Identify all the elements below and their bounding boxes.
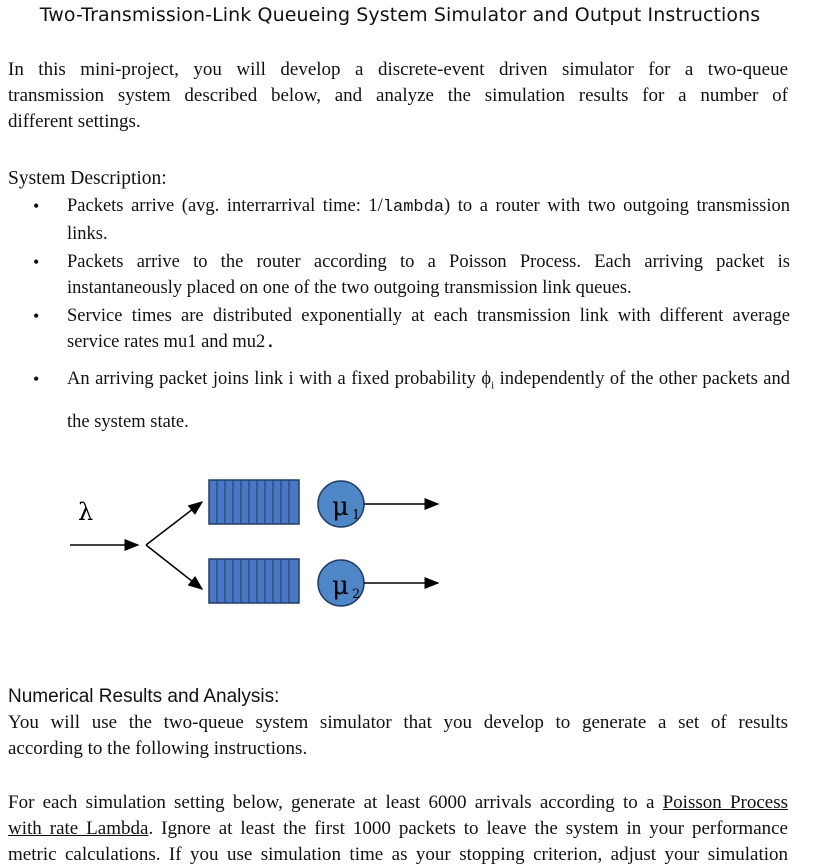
intro-line-1: In this mini-project, you will develop a discrete-event driven simulator for a two-queue xyxy=(8,59,788,80)
bullet-icon: • xyxy=(33,196,40,216)
server-2-subscript: 2 xyxy=(352,587,361,602)
bullet-icon: • xyxy=(33,306,40,326)
phi-subscript: i xyxy=(491,379,495,392)
bullet-icon: • xyxy=(33,252,40,272)
bullet-icon: • xyxy=(33,369,40,389)
instructions-line-1: For each simulation setting below, generate at least 6000 arrivals according to a Poisson Process xyxy=(8,792,788,813)
poisson-process-link[interactable]: Poisson Process xyxy=(662,792,788,813)
server-1 xyxy=(318,481,364,527)
server-2-mu: μ xyxy=(332,571,349,601)
instructions-line-3: metric calculations. If you use simulation time as your stopping criterion, adjust your simulation xyxy=(8,844,788,865)
instructions-paragraph xyxy=(8,790,788,868)
queue-2-buffer xyxy=(209,559,299,603)
server-1-mu: μ xyxy=(332,492,349,522)
server-1-subscript: 1 xyxy=(352,508,361,523)
system-description-heading: System Description: xyxy=(8,168,167,189)
intro-line-2: transmission system described below, and analyze the simulation results for a number of xyxy=(8,85,788,106)
list-item: • Packets arrive to the router according to a Poisson Process. Each arriving packet is instantaneously placed on one of the two outgoing transmission link queues. xyxy=(0,249,790,301)
system-description-list xyxy=(0,193,790,440)
list-item: • Service times are distributed exponentially at each transmission link with different average service rates mu1 and mu2. xyxy=(0,303,790,357)
queue-system-diagram xyxy=(0,460,818,620)
rate-lambda-link[interactable]: with rate Lambda xyxy=(8,818,149,839)
phi-symbol: ϕ xyxy=(481,369,492,389)
results-line-2: according to the following instructions. xyxy=(8,738,308,759)
list-item: • Packets arrive (avg. interrarrival time: 1/lambda) to a router with two outgoing transmission links. xyxy=(0,193,790,247)
server-2 xyxy=(318,560,364,606)
intro-line-3: different settings. xyxy=(8,111,141,132)
results-line-1: You will use the two-queue system simulator that you develop to generate a set of results xyxy=(8,712,788,733)
lambda-label: λ xyxy=(78,498,94,526)
branch-arrow-lower xyxy=(146,545,202,589)
results-paragraph xyxy=(8,710,788,762)
branch-arrow-upper xyxy=(146,502,202,545)
list-item: • An arriving packet joins link i with a fixed probability $\phi_i$ independently of the other packets and the system state. xyxy=(0,361,790,440)
page-title: Two-Transmission-Link Queueing System Simulator and Output Instructions xyxy=(39,4,761,26)
results-heading: Numerical Results and Analysis: xyxy=(8,686,280,707)
queue-1-buffer xyxy=(209,480,299,524)
instructions-line-2: with rate Lambda. Ignore at least the first 1000 packets to leave the system in your performance xyxy=(8,818,788,839)
intro-paragraph xyxy=(8,57,788,135)
